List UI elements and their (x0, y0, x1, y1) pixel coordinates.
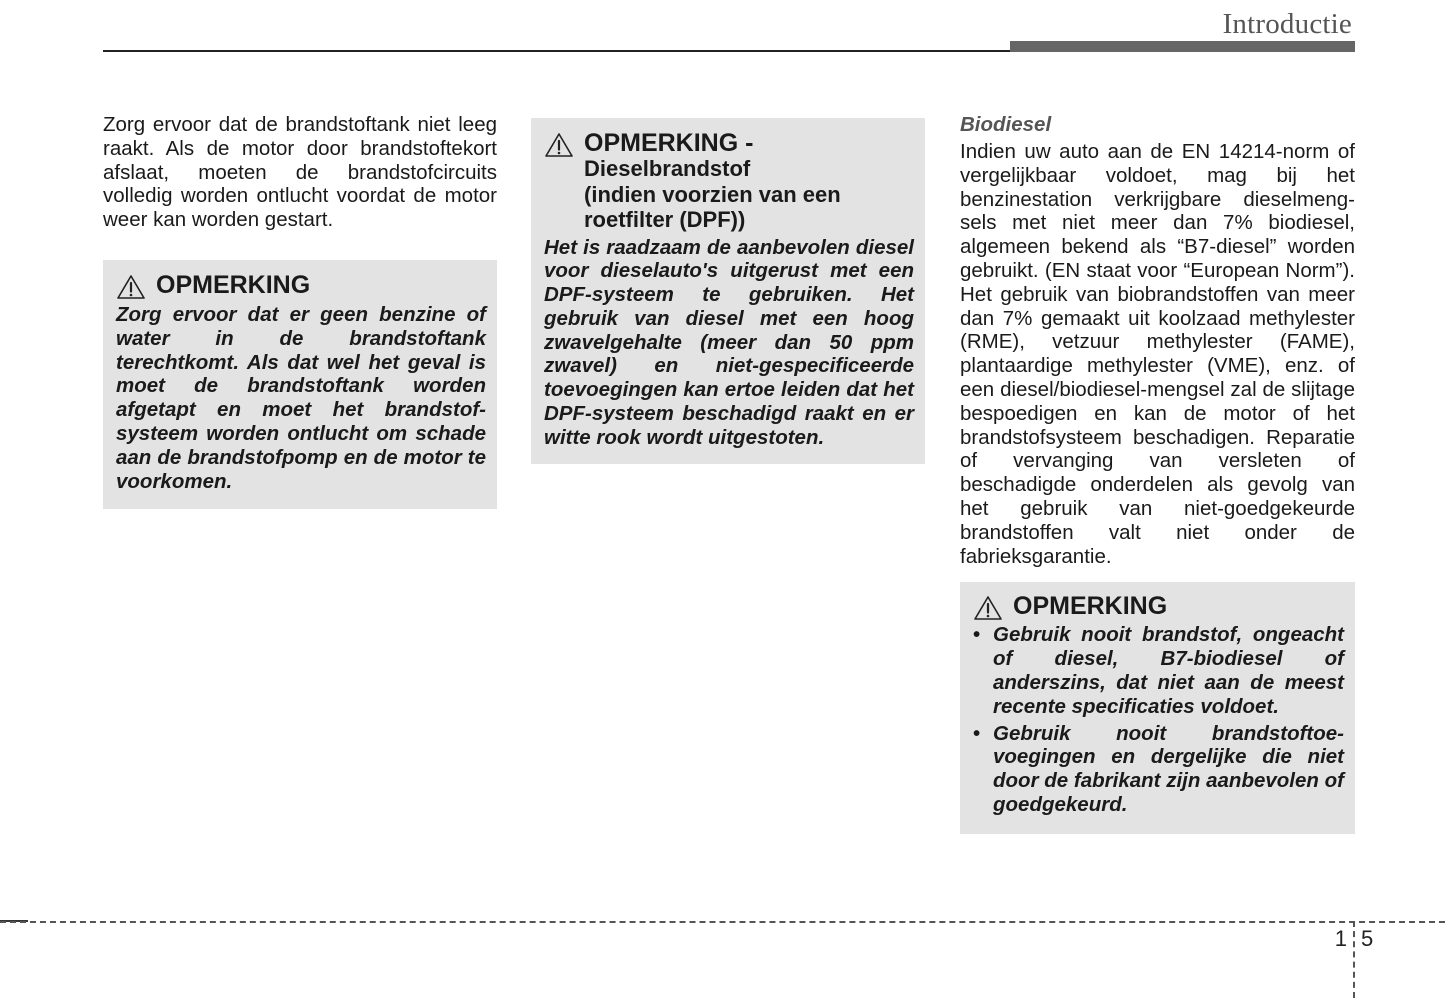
column-3 (960, 113, 1355, 834)
notice-title: OPMERKING (156, 270, 311, 299)
biodiesel-paragraph: Indien uw auto aan de EN 14214-norm of vergelijkbaar voldoet, mag bij het benzinestation verkrijgbare dieselmeng-sels met niet meer dan 7% biodiesel, algemeen bekend als “B7-diesel” worden gebruikt. (EN staat voor “European Norm”). Het gebruik van biobrandstoffen van meer dan 7% gemaakt uit koolzaad methylester (RME), vetzuur methylester (FAME), plantaardige methylester (VME), enz. of een diesel/biodiesel-mengsel zal de slijtage bespoedigen en kan de motor of het brandstofsysteem beschadigen. Reparatie of vervanging van versleten of beschadigde onderdelen als gevolg van het gebruik van niet-goedgekeurde brandstoffen valt niet onder de fabrieksgarantie. (960, 140, 1355, 568)
notice-box-fuel-additives (960, 582, 1355, 833)
list-item: • Gebruik nooit brandstoftoe-voegingen en dergelijke die niet door de fabrikant zijn aanbevolen of goedgekeurd. (973, 722, 1344, 817)
notice-title: OPMERKING - (584, 129, 754, 157)
column-1 (103, 113, 497, 509)
notice-text: Zorg ervoor dat er geen benzine of water in de brandstoftank terechtkomt. Als dat wel het geval is moet de brandstoftank worden afgetapt en moet het brandstof-systeem worden ontlucht om schade aan de brandstofpomp en de motor te voorkomen. (116, 302, 486, 493)
warning-triangle-icon (973, 595, 1003, 621)
notice-subtitle: Dieselbrandstof (indien voorzien van een roetfilter (DPF)) (584, 156, 841, 232)
column-2 (531, 118, 925, 464)
page-header-title: Introductie (1222, 8, 1352, 40)
warning-triangle-icon (544, 132, 574, 158)
page-number: 5 (1361, 926, 1374, 951)
biodiesel-heading: Biodiesel (960, 113, 1052, 136)
notice-list (973, 623, 1344, 816)
footer-page-divider (1353, 921, 1355, 998)
warning-triangle-icon (116, 274, 146, 300)
header-tab-bar (1010, 41, 1355, 52)
notice-title: OPMERKING (1013, 592, 1168, 621)
list-item: • Gebruik nooit brandstof, ongeacht of diesel, B7-biodiesel of anderszins, dat niet aan de meest recente specificaties voldoet. (973, 623, 1344, 718)
page-chapter-number: 1 (1334, 926, 1347, 951)
notice-box-diesel-dpf (531, 118, 925, 464)
notice-text: Het is raadzaam de aanbevolen diesel voor dieselauto's uitgerust met een DPF-systeem te gebruiken. Het gebruik van diesel met een hoog zwavelgehalte (meer dan 50 ppm zwavel) en niet-gespecificeerde toevoegingen kan ertoe leiden dat het DPF-systeem beschadigd raakt en er witte rook wordt uitgestoten. (544, 235, 914, 449)
fuel-tank-paragraph: Zorg ervoor dat de brandstoftank niet leeg raakt. Als de motor door brandstoftekort afslaat, moeten de brandstofcircuits volledig worden ontlucht voordat de motor weer kan worden gestart. (103, 113, 497, 232)
notice-box-fuel-contamination (103, 260, 497, 509)
footer-dashed-rule (0, 921, 1445, 923)
